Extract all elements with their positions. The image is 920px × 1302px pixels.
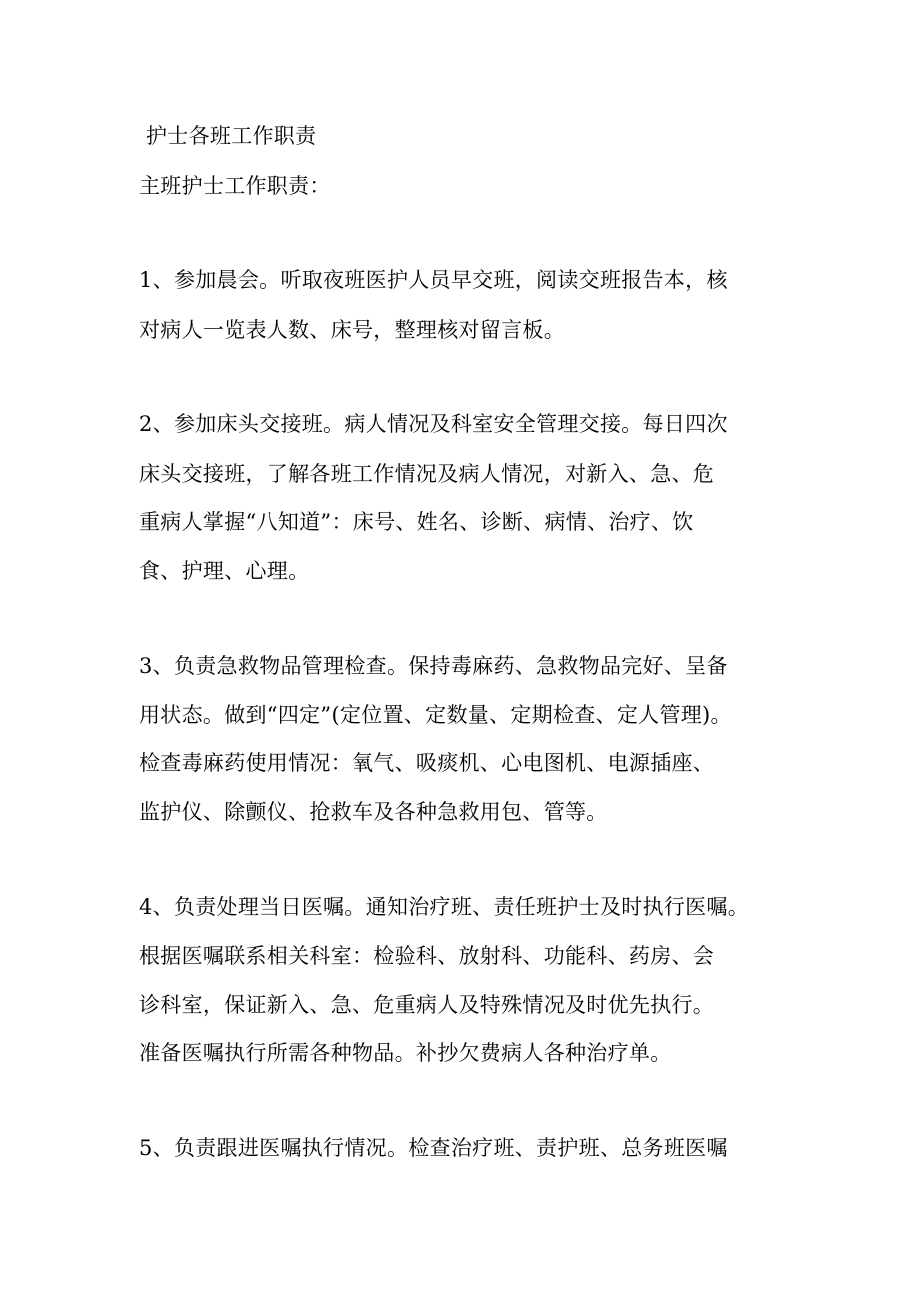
paragraph-2-line-3: 重病人掌握“八知道”：床号、姓名、诊断、病情、治疗、饮	[139, 510, 694, 534]
paragraph-2-line-2: 床头交接班，了解各班工作情况及病人情况，对新入、急、危	[139, 462, 715, 486]
paragraph-4-line-2: 根据医嘱联系相关科室：检验科、放射科、功能科、药房、会	[139, 944, 715, 968]
paragraph-2-line-1: 2、参加床头交接班。病人情况及科室安全管理交接。每日四次	[139, 412, 728, 436]
paragraph-4-line-4: 准备医嘱执行所需各种物品。补抄欠费病人各种治疗单。	[139, 1041, 672, 1065]
paragraph-3-line-2: 用状态。做到“四定”(定位置、定数量、定期检查、定人管理)。	[139, 703, 732, 727]
paragraph-1-line-1: 1、参加晨会。听取夜班医护人员早交班，阅读交班报告本，核	[139, 268, 728, 292]
section-heading: 主班护士工作职责：	[139, 174, 331, 198]
paragraph-1-line-2: 对病人一览表人数、床号，整理核对留言板。	[139, 318, 565, 342]
paragraph-3-line-3: 检查毒麻药使用情况：氧气、吸痰机、心电图机、电源插座、	[139, 751, 715, 775]
document-title: 护士各班工作职责	[146, 124, 317, 148]
paragraph-3-line-1: 3、负责急救物品管理检查。保持毒麻药、急救物品完好、呈备	[139, 654, 728, 678]
paragraph-2-line-4: 食、护理、心理。	[139, 559, 310, 583]
paragraph-3-line-4: 监护仪、除颤仪、抢救车及各种急救用包、管等。	[139, 800, 608, 824]
paragraph-4-line-1: 4、负责处理当日医嘱。通知治疗班、责任班护士及时执行医嘱。	[139, 895, 750, 919]
paragraph-4-line-3: 诊科室，保证新入、急、危重病人及特殊情况及时优先执行。	[139, 993, 715, 1017]
paragraph-5-line-1: 5、负责跟进医嘱执行情况。检查治疗班、责护班、总务班医嘱	[139, 1136, 728, 1160]
